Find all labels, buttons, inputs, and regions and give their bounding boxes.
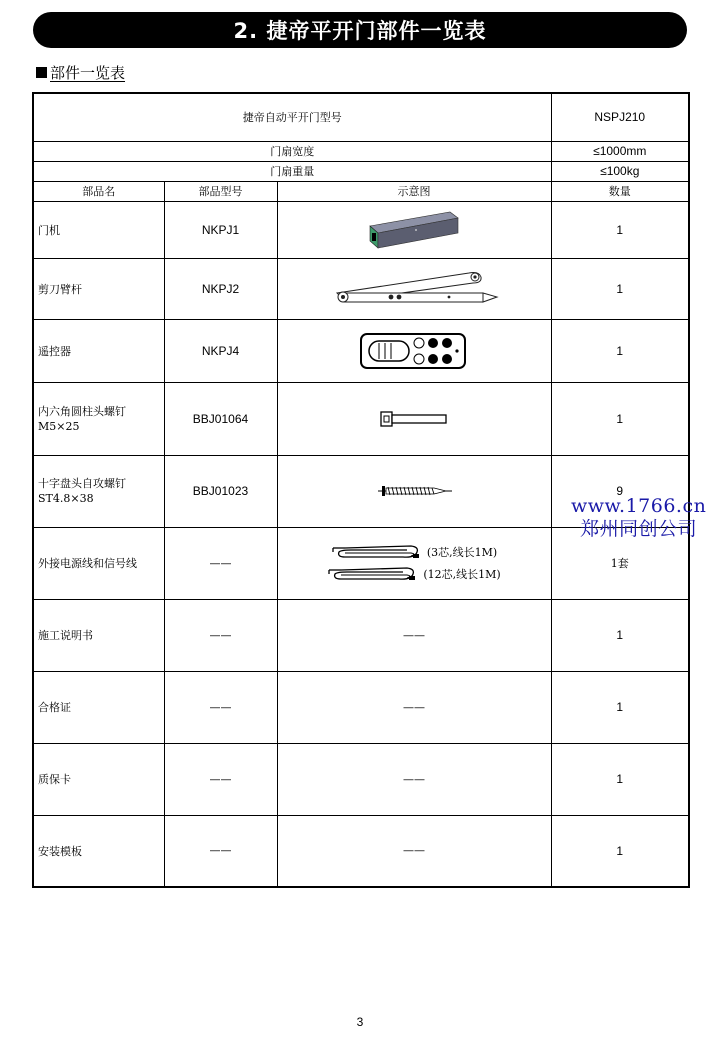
section-title xyxy=(36,62,125,83)
part-name: 安装模板 xyxy=(33,815,164,887)
part-name: 遥控器 xyxy=(33,319,164,382)
table-row xyxy=(33,815,689,887)
page-title: 2. 捷帝平开门部件一览表 xyxy=(233,19,487,43)
model-label: 捷帝自动平开门型号 xyxy=(33,93,551,141)
col-header-name: 部品名 xyxy=(33,181,164,201)
page-number: 3 xyxy=(356,1015,364,1029)
cable-label-2: (12芯,线长1M) xyxy=(423,568,501,581)
width-label: 门扇宽度 xyxy=(33,141,551,161)
part-diagram: —— xyxy=(277,815,551,887)
part-diagram xyxy=(277,455,551,527)
part-model: —— xyxy=(164,815,277,887)
part-name: 剪刀臂杆 xyxy=(33,258,164,319)
page-title-bar xyxy=(33,12,687,48)
part-qty: 1 xyxy=(551,599,689,671)
col-header-model: 部品型号 xyxy=(164,181,277,201)
part-qty: 1 xyxy=(551,743,689,815)
weight-label: 门扇重量 xyxy=(33,161,551,181)
table-row xyxy=(33,319,689,382)
part-name: 外接电源线和信号线 xyxy=(33,527,164,599)
watermark xyxy=(571,495,706,541)
part-qty: 1 xyxy=(551,671,689,743)
part-model: NKPJ4 xyxy=(164,319,277,382)
spec-row-model xyxy=(33,93,689,141)
part-model: NKPJ2 xyxy=(164,258,277,319)
part-model: —— xyxy=(164,671,277,743)
part-diagram: —— xyxy=(277,599,551,671)
table-row xyxy=(33,382,689,455)
part-qty: 1 xyxy=(551,201,689,258)
weight-value: ≤100kg xyxy=(551,161,689,181)
cable-icon xyxy=(327,564,417,584)
part-diagram xyxy=(277,201,551,258)
part-model: NKPJ1 xyxy=(164,201,277,258)
part-name: 内六角圆柱头螺钉 M5×25 xyxy=(33,382,164,455)
part-qty: 9 xyxy=(551,455,689,527)
square-bullet-icon xyxy=(36,67,47,78)
cable-label-1: (3芯,线长1M) xyxy=(426,546,498,559)
width-value: ≤1000mm xyxy=(551,141,689,161)
part-qty: 1 xyxy=(551,815,689,887)
part-name: 十字盘头自攻螺钉 ST4.8×38 xyxy=(33,455,164,527)
part-diagram xyxy=(277,382,551,455)
part-name: 合格证 xyxy=(33,671,164,743)
part-model: BBJ01023 xyxy=(164,455,277,527)
remote-control-icon xyxy=(359,330,469,372)
spec-row-weight xyxy=(33,161,689,181)
part-model: —— xyxy=(164,599,277,671)
part-diagram xyxy=(277,319,551,382)
part-diagram xyxy=(277,258,551,319)
door-motor-icon xyxy=(364,206,464,254)
part-diagram xyxy=(277,527,551,599)
col-header-qty: 数量 xyxy=(551,181,689,201)
spec-row-width xyxy=(33,141,689,161)
part-qty: 1 xyxy=(551,382,689,455)
part-qty: 1 xyxy=(551,319,689,382)
parts-table xyxy=(32,92,690,888)
table-row xyxy=(33,258,689,319)
table-row xyxy=(33,201,689,258)
part-model: —— xyxy=(164,527,277,599)
col-header-diagram: 示意图 xyxy=(277,181,551,201)
watermark-company: 郑州同创公司 xyxy=(580,518,698,540)
part-name: 质保卡 xyxy=(33,743,164,815)
table-header-row xyxy=(33,181,689,201)
hex-screw-icon xyxy=(379,409,449,429)
table-row xyxy=(33,743,689,815)
watermark-url: www.1766.cn xyxy=(571,495,707,517)
table-row xyxy=(33,671,689,743)
part-name: 施工说明书 xyxy=(33,599,164,671)
section-title-text: 部件一览表 xyxy=(50,64,126,82)
part-model: —— xyxy=(164,743,277,815)
tapping-screw-icon xyxy=(374,482,454,500)
part-model: BBJ01064 xyxy=(164,382,277,455)
part-name: 门机 xyxy=(33,201,164,258)
part-diagram: —— xyxy=(277,743,551,815)
scissor-arm-icon xyxy=(329,267,499,311)
table-row xyxy=(33,599,689,671)
part-qty: 1 xyxy=(551,258,689,319)
model-value: NSPJ210 xyxy=(551,93,689,141)
cable-icon xyxy=(331,542,421,562)
part-diagram: —— xyxy=(277,671,551,743)
part-qty: 1套 xyxy=(551,527,689,599)
